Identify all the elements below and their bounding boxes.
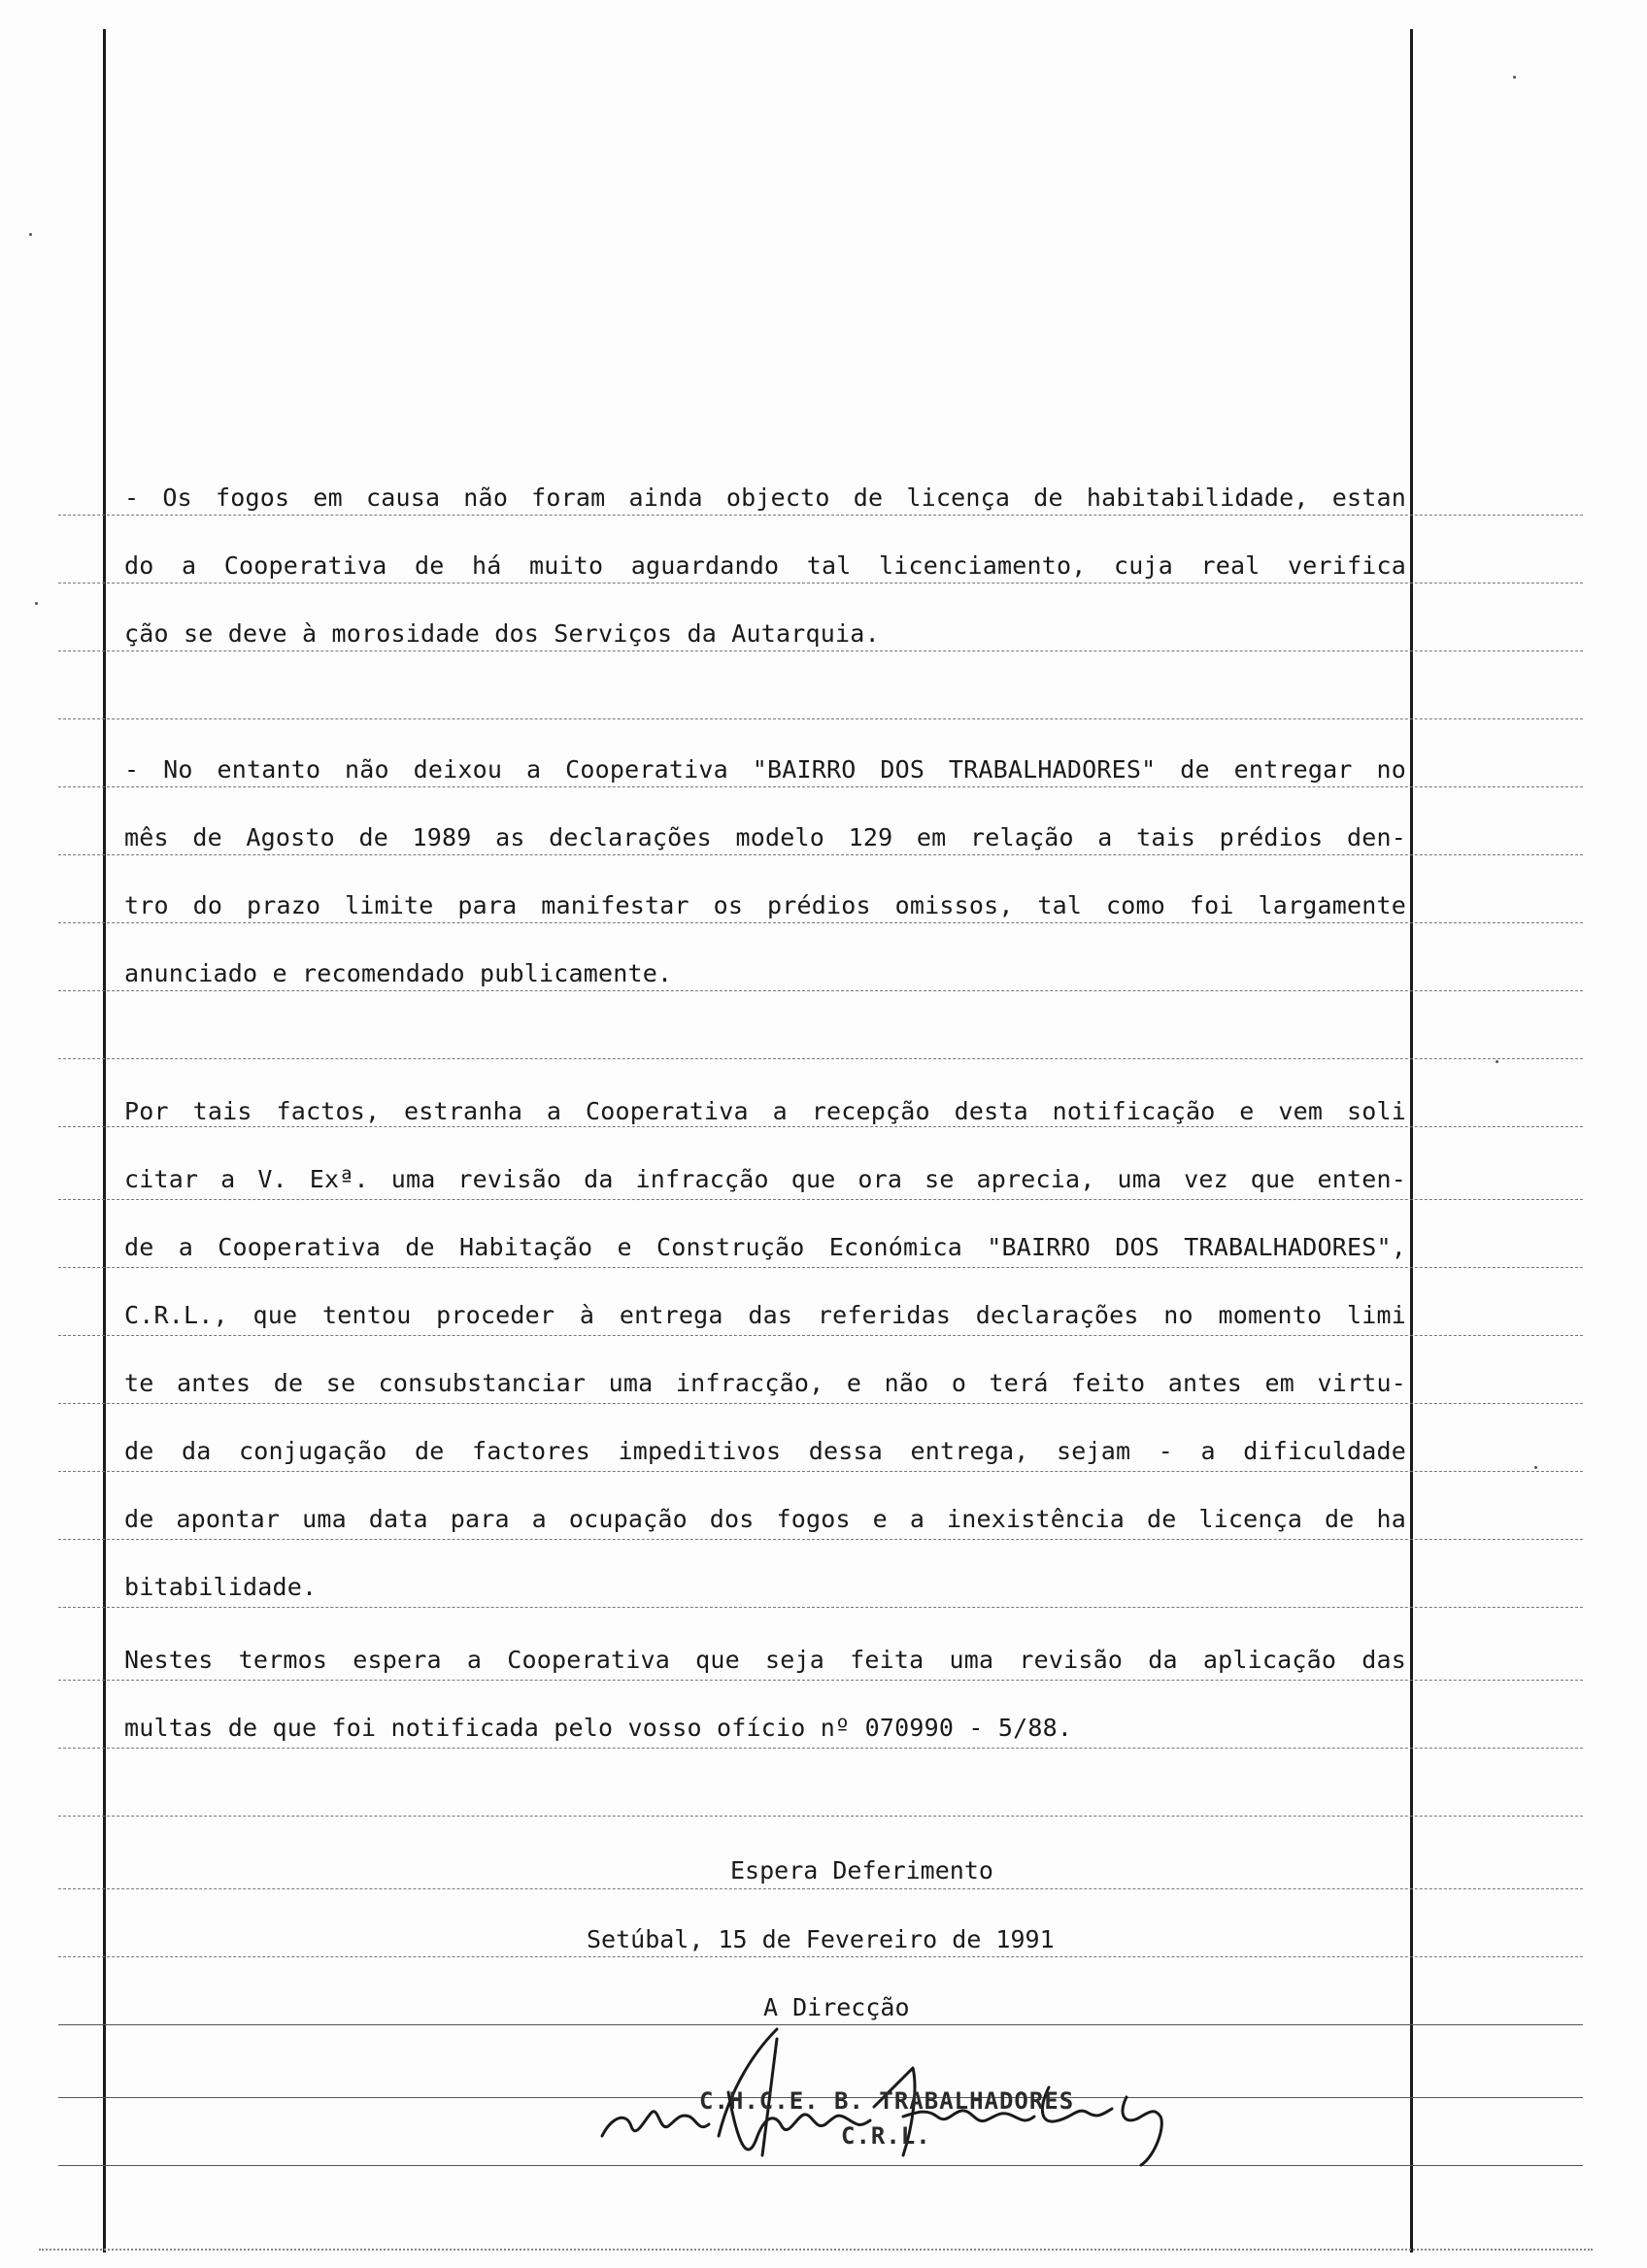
text-line: citar a V. Exª. uma revisão da infracção que ora se aprecia, uma vez que enten- <box>124 1165 1406 1193</box>
ruled-line <box>58 583 1583 584</box>
ruled-line <box>58 1058 1583 1059</box>
scan-speck <box>1534 1466 1537 1469</box>
ruled-line <box>58 1126 1583 1127</box>
text-line: te antes de se consubstanciar uma infracção, e não o terá feito antes em virtu- <box>124 1369 1406 1397</box>
scan-edge-noise <box>39 2249 1593 2251</box>
ruled-line <box>58 786 1583 787</box>
ruled-line <box>58 1888 1583 1889</box>
text-line: de a Cooperativa de Habitação e Construção Económica "BAIRRO DOS TRABALHADORES", <box>124 1233 1406 1261</box>
text-line: de da conjugação de factores impeditivos dessa entrega, sejam - a dificuldade <box>124 1437 1406 1465</box>
ruled-line <box>58 650 1583 651</box>
ruled-line <box>58 922 1583 923</box>
ruled-line <box>58 1335 1583 1336</box>
text-line: Por tais factos, estranha a Cooperativa a recepção desta notificação e vem soli <box>124 1097 1406 1125</box>
text-line: de apontar uma data para a ocupação dos fogos e a inexistência de licença de ha <box>124 1505 1406 1533</box>
closing-request: Espera Deferimento <box>730 1856 993 1884</box>
ruled-line <box>58 1607 1583 1608</box>
ruled-line <box>58 718 1583 719</box>
left-margin-rule <box>103 29 106 2252</box>
cooperative-stamp: C.H.C.E. B. TRABALHADORES <box>699 2087 1075 2115</box>
right-margin-rule <box>1410 29 1413 2252</box>
ruled-line <box>58 1748 1583 1749</box>
signatory-title: A Direcção <box>763 1993 910 2021</box>
ruled-line <box>58 1816 1583 1817</box>
text-line: bitabilidade. <box>124 1573 318 1601</box>
scan-speck <box>29 233 32 236</box>
text-line: mês de Agosto de 1989 as declarações modelo 129 em relação a tais prédios den- <box>124 823 1406 851</box>
ruled-line <box>58 1539 1583 1540</box>
ruled-line <box>58 1956 1583 1957</box>
text-line: - No entanto não deixou a Cooperativa "BAIRRO DOS TRABALHADORES" de entregar no <box>124 755 1406 784</box>
text-line: ção se deve à morosidade dos Serviços da Autarquia. <box>124 619 880 648</box>
ruled-line <box>58 515 1583 516</box>
ruled-line <box>58 1471 1583 1472</box>
scan-speck <box>35 602 38 605</box>
scan-speck <box>1513 76 1516 79</box>
text-line: multas de que foi notificada pelo vosso ofício nº 070990 - 5/88. <box>124 1714 1073 1742</box>
text-line: - Os fogos em causa não foram ainda objecto de licença de habitabilidade, estan <box>124 484 1406 512</box>
text-line: anunciado e recomendado publicamente. <box>124 959 673 987</box>
ruled-line <box>58 1680 1583 1681</box>
ruled-line <box>58 1199 1583 1200</box>
ruled-line <box>58 854 1583 855</box>
ruled-line <box>58 1403 1583 1404</box>
ruled-line <box>58 990 1583 991</box>
text-line: tro do prazo limite para manifestar os prédios omissos, tal como foi largamente <box>124 891 1406 919</box>
place-date: Setúbal, 15 de Fevereiro de 1991 <box>587 1925 1055 1953</box>
ruled-line <box>58 1267 1583 1268</box>
text-line: do a Cooperativa de há muito aguardando tal licenciamento, cuja real verifica <box>124 551 1406 580</box>
text-line: C.R.L., que tentou proceder à entrega das referidas declarações no momento limi <box>124 1301 1406 1329</box>
text-line: Nestes termos espera a Cooperativa que seja feita uma revisão da aplicação das <box>124 1646 1406 1674</box>
cooperative-stamp-crl: C.R.L. <box>841 2122 931 2150</box>
scan-speck <box>1496 1060 1498 1063</box>
